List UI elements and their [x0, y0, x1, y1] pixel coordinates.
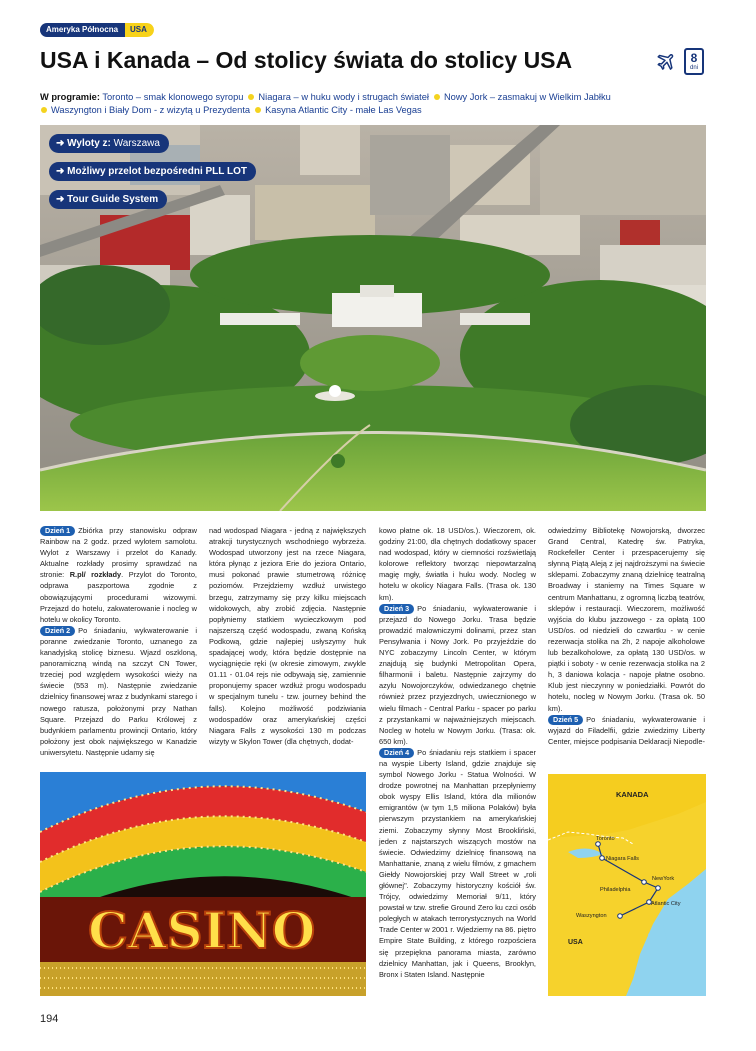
- day-paragraph: kowo płatne ok. 18 USD/os.). Wieczorem, ok. godziny 21:00, dla chętnych dodatkowy spacer nad wodospad, który w ciemności rozświetlają kolorowe reflektory tworząc niepowtarzalną magię mgły, światła i huku wody. Nocleg w hotelu w okolicy Niagara Falls. (Trasa ok. 130 km).: [379, 526, 536, 602]
- bullet-dot-icon: [41, 107, 47, 113]
- arrow-right-icon: ➜: [56, 166, 65, 177]
- casino-sign-text: CASINO: [88, 901, 316, 960]
- program-label: W programie:: [40, 92, 100, 102]
- arrow-right-icon: ➜: [56, 138, 65, 149]
- hero-photo-white-house: [40, 125, 706, 511]
- program-item: Kasyna Atlantic City - małe Las Vegas: [265, 105, 422, 115]
- day-paragraph: Dzień 3 Po śniadaniu, wykwaterowanie i przejazd do Nowego Jorku. Trasa będzie prowadzić malowniczymi dolinami, przez stan Pensylwania i Nowy Jork. Po przyjeździe do NYC zobaczymy Lincoln Center, w którym znajdują się budynki Metropolitan Opera, filharmonii i baletu. Następnie zajrzymy do azylu Nowojorczyków, odwiedzanego chętnie również przez przyjezdnych, uwiecznionego w wielu filmach - Central Parku - spacer po parku z przystankami w najważniejszych miejscach. Nocleg w hotelu w Nowym Jorku. (Trasa: ok. 650 km).: [379, 603, 536, 746]
- info-chip-departures: ➜ Wyloty z: Warszawa: [49, 134, 169, 153]
- days-unit: dni: [689, 65, 698, 71]
- day-paragraph: Dzień 2 Po śniadaniu, wykwaterowanie i poranne zwiedzanie Toronto, uznanego za kanadyjską stolicę biznesu. Wjazd oszkloną, panoramiczną windą na szczyt CN Tower, trzeciej pod względem wysokości wieży na świecie (553 m). Następnie zwiedzanie dzielnicy finansowej wraz z budynkami starego i nowego ratusza, położonymi przy Nathan Square. Przejazd do Parku Królowej z budynkiem parlamentu prowincji Ontario, który położony jest obok największego w Kanadzie uniwersytetu. Następnie udamy się: [40, 625, 197, 757]
- program-highlights: [40, 91, 706, 117]
- arrow-right-icon: ➜: [56, 194, 65, 205]
- map-city-niagara: Niagara Falls: [606, 856, 639, 862]
- day-badge: Dzień 5: [548, 715, 583, 725]
- bullet-dot-icon: [248, 94, 254, 100]
- casino-sign-illustration: [40, 772, 366, 996]
- program-item: Nowy Jork – zasmakuj w Wielkim Jabłku: [443, 92, 611, 102]
- itinerary-column-1: [40, 525, 197, 758]
- program-item: Waszyngton i Biały Dom - z wizytą u Prezydenta: [51, 105, 251, 115]
- day-badge: Dzień 4: [379, 748, 414, 758]
- title-rest: – Od stolicy świata do stolicy USA: [189, 47, 573, 73]
- program-item: Niagara – w huku wody i strugach świateł: [258, 92, 429, 102]
- day-paragraph: Dzień 1 Zbiórka przy stanowisku odpraw Rainbow na 2 godz. przed wylotem samolotu. Wylot z Warszawy i przelot do Kanady. Aktualne rozkłady prosimy sprawdzać na stronie: R.pl/ rozkłady. Przylot do Toronto, odprawa paszportowa zgodnie z obowiązującymi procedurami wizowymi. Przejazd do hotelu, zakwaterowanie i nocleg w hotelu w okolicy Toronto.: [40, 526, 197, 624]
- page-title: [40, 45, 572, 75]
- itinerary-column-2: [209, 525, 366, 747]
- route-map-svg: [548, 774, 706, 996]
- country-tag: USA: [125, 23, 154, 37]
- days-badge: [684, 48, 704, 75]
- bullet-dot-icon: [434, 94, 440, 100]
- map-city-philadelphia: Philadelphia: [600, 887, 631, 893]
- map-city-atlantic-city: Atlantic City: [651, 901, 681, 907]
- day-paragraph: Dzień 5 Po śniadaniu, wykwaterowanie i wyjazd do Filadelfii, gdzie zwiedzimy Liberty Center, miejsce podpisania Deklaracji Niepodle-: [548, 714, 705, 746]
- map-label-usa: USA: [568, 939, 583, 946]
- map-label-canada: KANADA: [616, 790, 649, 799]
- route-map: [548, 774, 706, 996]
- title-bold: USA i Kanada: [40, 47, 190, 73]
- aerial-city-illustration: [40, 125, 706, 511]
- days-number: 8: [690, 51, 698, 65]
- map-city-toronto: Toronto: [596, 836, 615, 842]
- south-lawn: [300, 335, 440, 391]
- bullet-dot-icon: [255, 107, 261, 113]
- day-badge: Dzień 2: [40, 626, 75, 636]
- page-number: 194: [40, 1013, 59, 1025]
- day-paragraph: Dzień 4 Po śniadaniu rejs statkiem i spacer na wyspie Liberty Island, gdzie znajduje się symbol Nowego Jorku - Statua Wolności. W drodze powrotnej na Manhattan przepłyniemy obok wyspy Ellis Island, która dla milionów emigrantów (w tym 1,5 miliona Polaków) była pierwszym przystankiem na amerykańskiej ziemi. Zobaczymy słynny Most Brookliński, jeden z najstarszych wiszących mostów na świecie. Odwiedzimy dzielnicę finansową na Manhattanie, znaną z wielu filmów, z gmachem Giełdy Nowojorskiej przy Wall Street w „roli głównej". Zobaczymy historyczny kościół św. Trójcy, odwiedzimy Memoriał 9/11, który powstał w tzw. strefie Ground Zero ku czci osób poległych w atakach terrorystycznych na World Trade Center w 2001 r. Wjedziemy na 86. piętro Empire State Building, z którego rozpościera się przepiękna panorama miasta, zarówno dzielnicy Manhattan, jak i Queens, Brooklyn, Bronx i Staten Island. Następnie: [379, 747, 536, 979]
- program-item: Toronto – smak klonowego syropu: [102, 92, 244, 102]
- day-badge: Dzień 1: [40, 526, 75, 536]
- info-chip-direct-flight: ➜ Możliwy przelot bezpośredni PLL LOT: [49, 162, 256, 181]
- region-label: Ameryka Północna: [40, 23, 125, 37]
- day-paragraph: nad wodospad Niagara - jedną z największych atrakcji turystycznych wschodniego wybrzeża. Wodospad utworzony jest na rzece Niagara, która płynąc z jeziora Erie do jeziora Ontario, musi pokonać prawie stumetrową różnicę poziomów. Przejdziemy wzdłuż urwistego brzegu, zatrzymamy się przy kilku miejscach widokowych, aby zrobić zdjęcia. Następnie popłyniemy statkiem wycieczkowym pod najszerszą część wodospadu, zwaną Końską Podkową, gdzie najlepiej usłyszymy huk spadającej wody, która będzie dostępnie na wyciągnięcie ręki (w okresie zimowym, zwykle 01.11 - 01.04 rejs nie odbywają się, zamiennie proponujemy spacer wzdłuż progu wodospadu w specjalnym tunelu - tzw. journey behind the falls). Kolejno możliwość podziwiania wodospadów oraz amerykańskiej części Niagara Falls z wysokości 130 m podczas wizyty w Skylon Tower (dla chętnych, dodat-: [209, 526, 366, 746]
- map-city-newyork: NewYork: [652, 876, 675, 882]
- plane-icon: [655, 51, 677, 73]
- day-badge: Dzień 3: [379, 604, 414, 614]
- itinerary-column-3: [379, 525, 536, 980]
- map-city-washington: Waszyngton: [576, 913, 607, 919]
- info-chip-tour-guide: ➜ Tour Guide System: [49, 190, 167, 209]
- day-paragraph: odwiedzimy Bibliotekę Nowojorską, dworzec Grand Central, Katedrę św. Patryka, Rockefeller Center i przespacerujemy się słynną Piątą Aleją z jej najdroższymi na świecie sklepami. Zobaczymy znaną dzielnicę teatralną Broadway i staniemy na Times Square w centrum Manhattanu, z ogromną liczbą teatrów, sklepów i restauracji. Wieczorem, możliwość wyjścia do klubu jazzowego - za opłatą 100 USD/os. od niedzieli do czwartku - w cenie rezerwacja stolika na 2h, 2 napoje alkoholowe lub bezalkoholowe, za opłatą 130 USD/os. w piątki i soboty - w cenie rezerwacja stolika na 2 h, 3 daniowa kolacja - napoje płatne osobno. Klub jest nieczynny w poniedziałki. Powrót do hotelu, nocleg w Nowym Jorku. (Trasa ok. 50 km).: [548, 526, 705, 713]
- itinerary-column-4: [548, 525, 705, 747]
- casino-photo: [40, 772, 366, 996]
- region-tag: [40, 23, 154, 37]
